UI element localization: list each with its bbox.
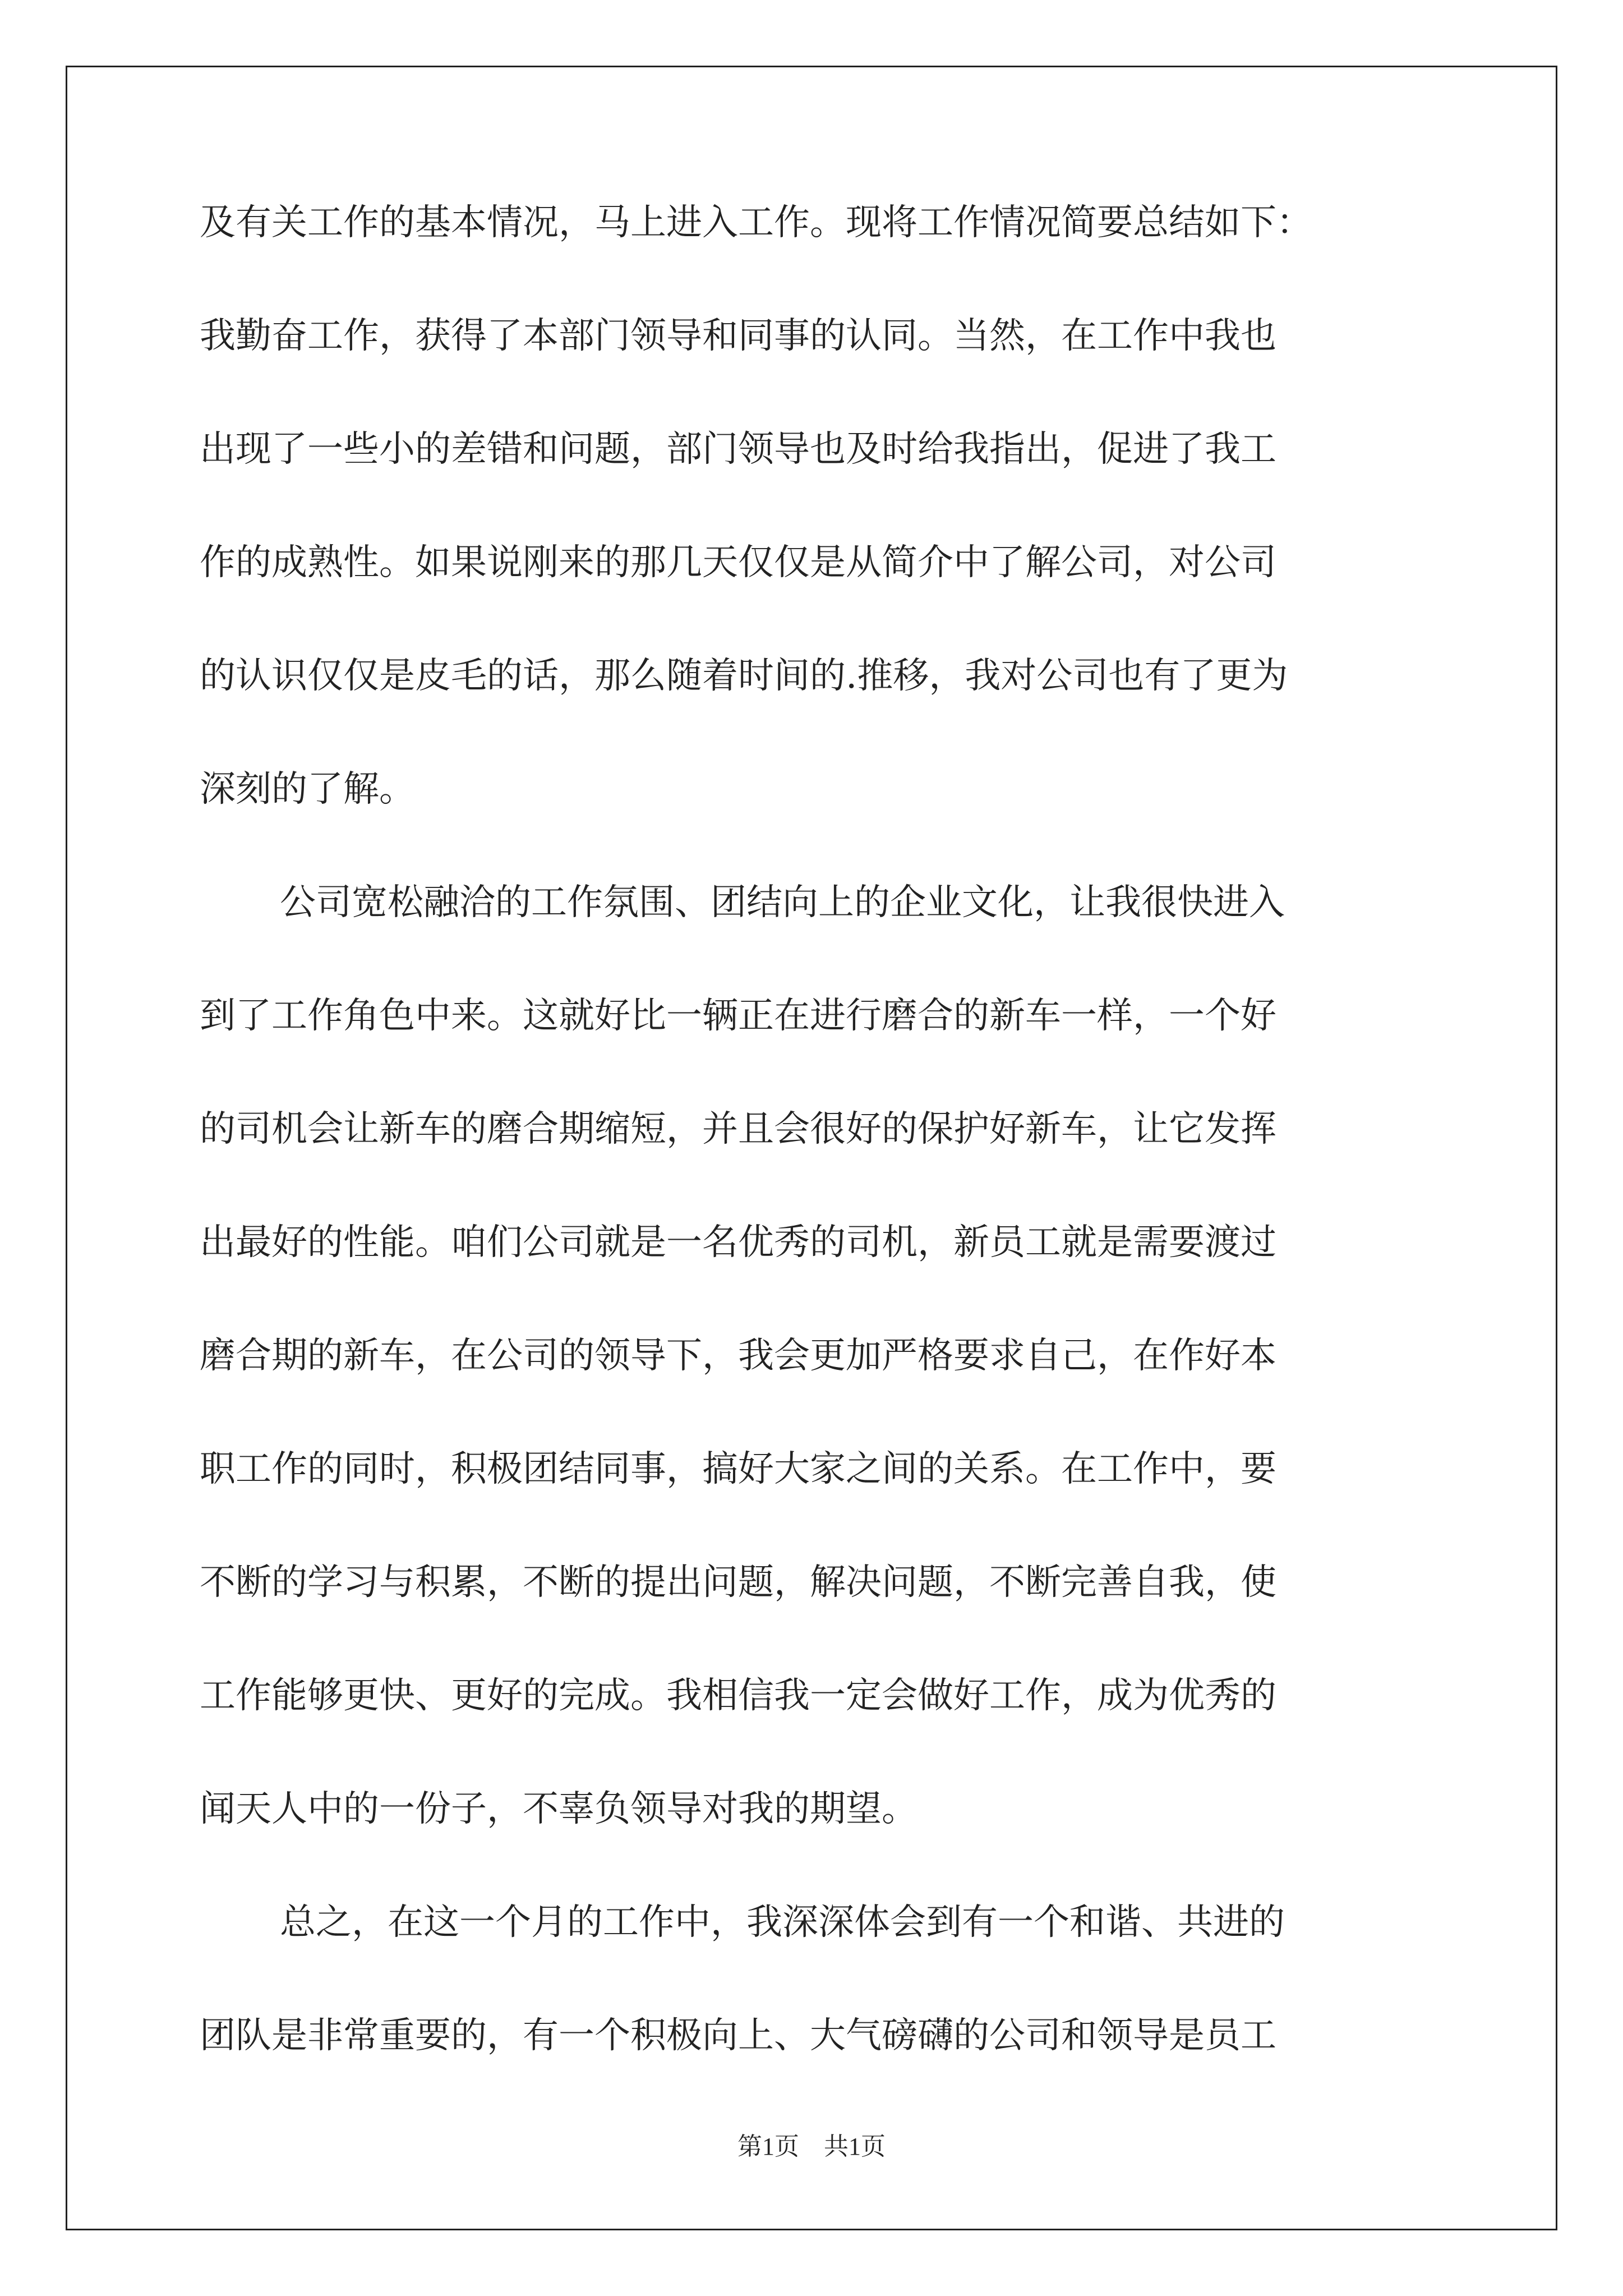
text-line: 职工作的同时，积极团结同事，搞好大家之间的关系。在工作中，要: [200, 1448, 1276, 1490]
text-line: 作的成熟性。如果说刚来的那几天仅仅是从简介中了解公司，对公司: [200, 542, 1276, 583]
text-line: 不断的学习与积累，不断的提出问题，解决问题，不断完善自我，使: [200, 1562, 1276, 1603]
paragraph-start-line: 总之，在这一个月的工作中，我深深体会到有一个和谐、共进的: [280, 1902, 1285, 1943]
text-line: 我勤奋工作，获得了本部门领导和同事的认同。当然，在工作中我也: [200, 315, 1276, 357]
text-line: 及有关工作的基本情况，马上进入工作。现将工作情况简要总结如下：: [200, 202, 1312, 243]
text-line: 到了工作角色中来。这就好比一辆正在进行磨合的新车一样，一个好: [200, 995, 1276, 1037]
text-line: 的认识仅仅是皮毛的话，那么随着时间的.推移，我对公司也有了更为: [200, 655, 1288, 697]
text-line: 出最好的性能。咱们公司就是一名优秀的司机，新员工就是需要渡过: [200, 1222, 1276, 1263]
paragraph-start-line: 公司宽松融洽的工作氛围、团结向上的企业文化，让我很快进入: [280, 882, 1285, 923]
text-line: 深刻的了解。: [200, 769, 415, 810]
page-footer: 第1页 共1页: [737, 2133, 886, 2160]
text-line: 团队是非常重要的，有一个积极向上、大气磅礴的公司和领导是员工: [200, 2015, 1276, 2056]
text-line: 磨合期的新车，在公司的领导下，我会更加严格要求自己，在作好本: [200, 1335, 1276, 1377]
text-line: 闻天人中的一份子，不辜负领导对我的期望。: [200, 1788, 917, 1830]
text-line: 的司机会让新车的磨合期缩短，并且会很好的保护好新车，让它发挥: [200, 1108, 1276, 1150]
text-line: 出现了一些小的差错和问题，部门领导也及时给我指出，促进了我工: [200, 429, 1276, 470]
text-line: 工作能够更快、更好的完成。我相信我一定会做好工作，成为优秀的: [200, 1675, 1276, 1717]
